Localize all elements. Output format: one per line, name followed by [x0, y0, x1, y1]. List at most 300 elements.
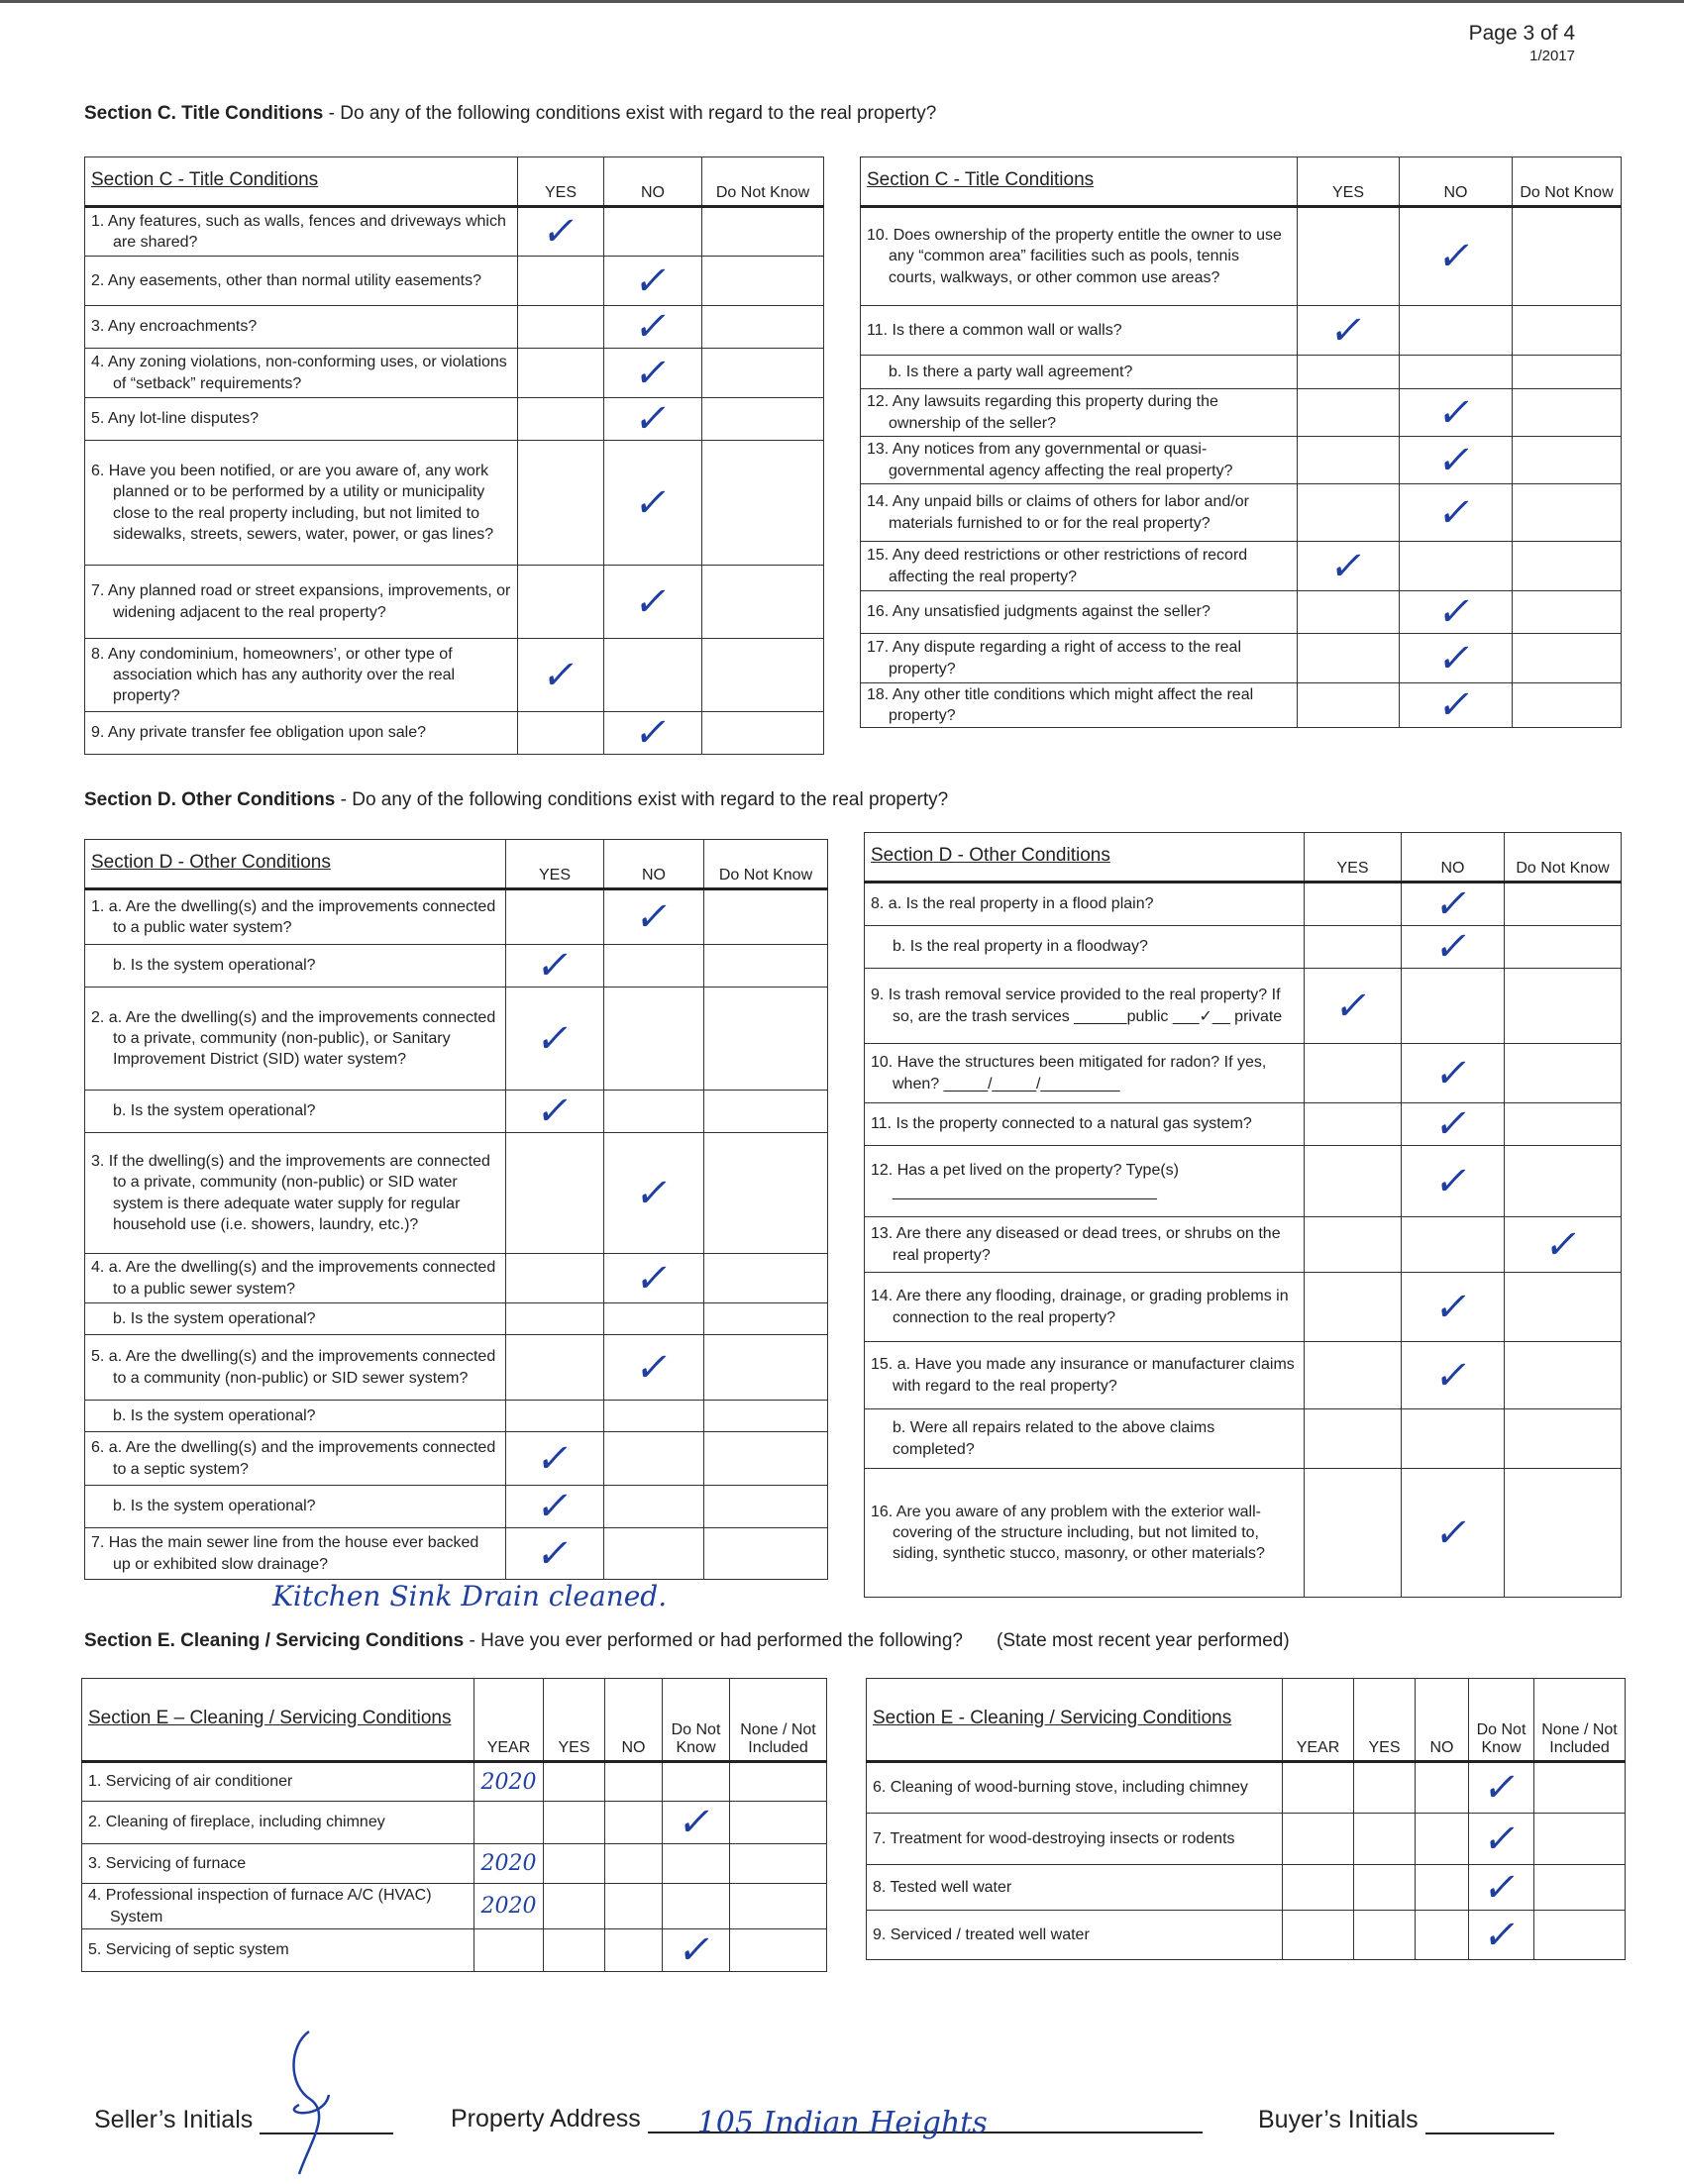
answer-cell-yes[interactable]: [1354, 1762, 1416, 1814]
answer-cell-none[interactable]: [1534, 1762, 1626, 1814]
answer-cell-dnk[interactable]: [702, 566, 824, 639]
answer-cell-yes[interactable]: [1305, 1342, 1402, 1409]
question-label: 8. a. Is the real property in a flood plain?: [871, 895, 1154, 913]
question-label: 1. a. Are the dwelling(s) and the improvements connected to a public water system?: [91, 897, 496, 936]
answer-cell-dnk[interactable]: [663, 1802, 730, 1844]
answer-cell-no[interactable]: [604, 1432, 704, 1486]
answer-cell-yes[interactable]: [1354, 1865, 1416, 1911]
answer-cell-none[interactable]: [730, 1929, 827, 1972]
question-text: [861, 207, 1298, 306]
answer-cell-yes[interactable]: [518, 257, 604, 306]
answer-cell-no[interactable]: [604, 398, 702, 441]
answer-cell-year[interactable]: [1283, 1762, 1354, 1814]
question-text: [82, 1802, 474, 1844]
section-d-table-right: [864, 832, 1622, 1598]
col-dnk: Do Not Know: [702, 157, 824, 207]
answer-cell-no[interactable]: [1402, 1409, 1505, 1469]
answer-cell-dnk[interactable]: [704, 1254, 828, 1303]
answer-cell-dnk[interactable]: [704, 1432, 828, 1486]
question-row: [85, 889, 828, 945]
question-text: [85, 1401, 506, 1432]
answer-cell-yes[interactable]: [1298, 683, 1400, 728]
property-address-value[interactable]: 105 Indian Heights: [648, 2106, 1203, 2133]
answer-cell-yes[interactable]: [506, 1486, 604, 1528]
answer-cell-yes[interactable]: [1354, 1814, 1416, 1865]
col-dnk: Do Not Know: [704, 840, 828, 889]
answer-cell-yes[interactable]: [518, 441, 604, 566]
check-mark-icon: ✓: [631, 258, 675, 304]
question-label: 10. Have the structures been mitigated for radon? If yes, when? _____/_____/_________: [871, 1054, 1267, 1092]
answer-cell-yes[interactable]: [1305, 1273, 1402, 1342]
answer-cell-none[interactable]: [730, 1844, 827, 1884]
table-title: Section C - Title Conditions: [861, 157, 1298, 207]
question-label: 4. Any zoning violations, non-conforming uses, or violations of “setback” requirements?: [91, 354, 507, 392]
question-row: [861, 683, 1622, 728]
answer-cell-dnk[interactable]: [1505, 1044, 1622, 1103]
answer-cell-no[interactable]: [1400, 207, 1513, 306]
question-label: 9. Serviced / treated well water: [873, 1925, 1090, 1943]
answer-cell-no[interactable]: [604, 1303, 704, 1335]
check-mark-icon: ✓: [631, 304, 675, 350]
question-text: [85, 639, 518, 712]
question-label: 3. If the dwelling(s) and the improvements are connected to a private, community (non-public) or SID water system is there adequate water supply for regular household use (i.e. showers, laundry, etc.)?: [91, 1153, 490, 1233]
answer-cell-dnk[interactable]: [1469, 1762, 1534, 1814]
question-label: 18. Any other title conditions which might affect the real property?: [867, 686, 1254, 725]
question-row: [861, 207, 1622, 306]
check-mark-icon: ✓: [1430, 1352, 1475, 1399]
question-text: [867, 1865, 1283, 1911]
check-mark-icon: ✓: [533, 1435, 577, 1482]
question-row: [85, 945, 828, 988]
answer-cell-yes[interactable]: [1305, 926, 1402, 969]
answer-cell-yes[interactable]: [1305, 969, 1402, 1044]
question-row: [82, 1802, 827, 1844]
answer-cell-dnk[interactable]: [1505, 1342, 1622, 1409]
answer-cell-no[interactable]: [605, 1884, 663, 1929]
answer-cell-dnk[interactable]: [704, 1528, 828, 1580]
col-no: NO: [605, 1679, 663, 1762]
col-dnk: Do Not Know: [1505, 833, 1622, 883]
answer-cell-dnk[interactable]: [1505, 969, 1622, 1044]
answer-cell-no[interactable]: [1402, 1103, 1505, 1146]
question-text: [85, 566, 518, 639]
question-row: [861, 484, 1622, 542]
answer-cell-dnk[interactable]: [1513, 437, 1622, 484]
answer-cell-yes[interactable]: [1298, 591, 1400, 634]
answer-cell-no[interactable]: [1402, 1342, 1505, 1409]
question-text: [865, 1273, 1305, 1342]
answer-cell-no[interactable]: [604, 988, 704, 1091]
answer-cell-dnk[interactable]: [1505, 926, 1622, 969]
question-label: b. Is the system operational?: [113, 1309, 316, 1327]
answer-cell-dnk[interactable]: [1505, 1469, 1622, 1598]
answer-cell-dnk[interactable]: [663, 1929, 730, 1972]
answer-cell-yes[interactable]: [1298, 542, 1400, 591]
answer-cell-no[interactable]: [1416, 1865, 1469, 1911]
check-mark-icon: ✓: [631, 710, 675, 756]
answer-cell-dnk[interactable]: [1505, 1273, 1622, 1342]
check-mark-icon: ✓: [632, 1255, 676, 1301]
col-dnk: Do Not Know: [1513, 157, 1622, 207]
answer-cell-yes[interactable]: [1305, 1103, 1402, 1146]
answer-cell-no[interactable]: [604, 441, 702, 566]
question-label: 16. Are you aware of any problem with the exterior wall-covering of the structure including, but not limited to, siding, synthetic stucco, masonry, or other materials?: [871, 1503, 1265, 1563]
check-mark-icon: ✓: [1433, 635, 1478, 681]
answer-cell-dnk[interactable]: [1513, 591, 1622, 634]
answer-cell-yes[interactable]: [506, 1254, 604, 1303]
col-yes: YES: [544, 1679, 605, 1762]
question-label: 5. a. Are the dwelling(s) and the improvements connected to a community (non-public) or SID sewer system?: [91, 1348, 496, 1387]
answer-cell-dnk[interactable]: [704, 1486, 828, 1528]
question-text: [865, 1469, 1305, 1598]
question-text: [85, 1254, 506, 1303]
answer-cell-dnk[interactable]: [702, 398, 824, 441]
answer-cell-yes[interactable]: [544, 1844, 605, 1884]
question-text: [85, 1091, 506, 1133]
check-mark-icon: ✓: [632, 1170, 676, 1216]
answer-cell-dnk[interactable]: [1513, 389, 1622, 437]
answer-cell-yes[interactable]: [518, 639, 604, 712]
col-yes: YES: [1298, 157, 1400, 207]
answer-cell-dnk[interactable]: [702, 712, 824, 755]
answer-cell-no[interactable]: [1402, 1146, 1505, 1217]
answer-cell-year[interactable]: [1283, 1911, 1354, 1960]
answer-cell-no[interactable]: [1402, 1044, 1505, 1103]
buyer-initials-field[interactable]: [1425, 2105, 1554, 2134]
table-title: Section D - Other Conditions: [85, 840, 506, 889]
answer-cell-dnk[interactable]: [704, 988, 828, 1091]
answer-cell-dnk[interactable]: [663, 1844, 730, 1884]
col-dnk: Do Not Know: [1469, 1679, 1534, 1762]
answer-cell-no[interactable]: [604, 712, 702, 755]
answer-cell-yes[interactable]: [1298, 484, 1400, 542]
answer-cell-yes[interactable]: [1298, 306, 1400, 356]
answer-cell-dnk[interactable]: [1505, 1103, 1622, 1146]
answer-cell-no[interactable]: [604, 257, 702, 306]
answer-cell-dnk[interactable]: [1513, 306, 1622, 356]
answer-cell-dnk[interactable]: [1505, 1146, 1622, 1217]
answer-cell-dnk[interactable]: [704, 1091, 828, 1133]
answer-cell-no[interactable]: [604, 306, 702, 349]
answer-cell-no[interactable]: [604, 1486, 704, 1528]
check-mark-icon: ✓: [1433, 234, 1478, 279]
col-no: NO: [1400, 157, 1513, 207]
answer-cell-dnk[interactable]: [1513, 356, 1622, 389]
answer-cell-dnk[interactable]: [702, 207, 824, 257]
answer-cell-no[interactable]: [1416, 1911, 1469, 1960]
answer-cell-yes[interactable]: [1305, 1469, 1402, 1598]
answer-cell-no[interactable]: [1400, 389, 1513, 437]
answer-cell-no[interactable]: [604, 1528, 704, 1580]
answer-cell-yes[interactable]: [506, 1432, 604, 1486]
question-label: 8. Tested well water: [873, 1878, 1012, 1896]
question-label: 8. Any condominium, homeowners’, or other type of association which has any authority over the real property?: [91, 645, 456, 705]
answer-cell-yes[interactable]: [506, 889, 604, 945]
answer-cell-yes[interactable]: [544, 1762, 605, 1802]
answer-cell-yes[interactable]: [1305, 883, 1402, 926]
answer-cell-dnk[interactable]: [1469, 1814, 1534, 1865]
answer-cell-dnk[interactable]: [1505, 1217, 1622, 1273]
answer-cell-no[interactable]: [1416, 1814, 1469, 1865]
answer-cell-year[interactable]: [474, 1844, 544, 1884]
answer-cell-no[interactable]: [605, 1844, 663, 1884]
answer-cell-no[interactable]: [1402, 1217, 1505, 1273]
answer-cell-no[interactable]: [604, 639, 702, 712]
question-row: [867, 1865, 1626, 1911]
answer-cell-yes[interactable]: [1305, 1044, 1402, 1103]
question-row: [85, 1528, 828, 1580]
question-label: b. Is the system operational?: [113, 1102, 316, 1120]
answer-cell-yes[interactable]: [1298, 207, 1400, 306]
answer-cell-yes[interactable]: [518, 712, 604, 755]
question-text: [867, 1814, 1283, 1865]
question-text: [865, 926, 1305, 969]
col-no: NO: [1416, 1679, 1469, 1762]
question-row: [85, 1091, 828, 1133]
question-row: [861, 634, 1622, 683]
answer-cell-yes[interactable]: [544, 1884, 605, 1929]
answer-cell-no[interactable]: [605, 1802, 663, 1844]
answer-cell-no[interactable]: [1402, 926, 1505, 969]
question-text: [85, 1432, 506, 1486]
answer-cell-dnk[interactable]: [702, 639, 824, 712]
page-number: Page 3 of 4 1/2017: [1468, 22, 1575, 65]
answer-cell-none[interactable]: [1534, 1814, 1626, 1865]
answer-cell-none[interactable]: [1534, 1911, 1626, 1960]
answer-cell-dnk[interactable]: [704, 1401, 828, 1432]
check-mark-icon: ✓: [674, 1927, 718, 1973]
answer-cell-no[interactable]: [1400, 683, 1513, 728]
top-border-line: [0, 0, 1684, 3]
answer-cell-dnk[interactable]: [704, 1303, 828, 1335]
question-row: [85, 1432, 828, 1486]
question-row: [82, 1884, 827, 1929]
question-row: [867, 1762, 1626, 1814]
answer-cell-no[interactable]: [1402, 1469, 1505, 1598]
answer-cell-yes[interactable]: [1298, 389, 1400, 437]
answer-cell-dnk[interactable]: [1505, 883, 1622, 926]
answer-cell-no[interactable]: [604, 1091, 704, 1133]
answer-cell-yes[interactable]: [518, 566, 604, 639]
answer-cell-dnk[interactable]: [702, 306, 824, 349]
answer-cell-yes[interactable]: [506, 945, 604, 988]
seller-signature-mark: [269, 2026, 349, 2184]
answer-cell-dnk[interactable]: [1513, 542, 1622, 591]
answer-cell-dnk[interactable]: [1505, 1409, 1622, 1469]
answer-cell-no[interactable]: [604, 1401, 704, 1432]
answer-cell-none[interactable]: [1534, 1865, 1626, 1911]
answer-cell-dnk[interactable]: [704, 945, 828, 988]
answer-cell-none[interactable]: [730, 1884, 827, 1929]
answer-cell-yes[interactable]: [1354, 1911, 1416, 1960]
answer-cell-yes[interactable]: [544, 1929, 605, 1972]
question-text: [861, 591, 1298, 634]
answer-cell-no[interactable]: [1416, 1762, 1469, 1814]
answer-cell-no[interactable]: [1400, 306, 1513, 356]
answer-cell-dnk[interactable]: [1513, 484, 1622, 542]
year-value: 2020: [480, 1894, 537, 1919]
question-row: [85, 1486, 828, 1528]
answer-cell-yes[interactable]: [1305, 1409, 1402, 1469]
answer-cell-no[interactable]: [604, 889, 704, 945]
question-row: [85, 639, 824, 712]
answer-cell-yes[interactable]: [506, 1335, 604, 1401]
answer-cell-yes[interactable]: [518, 398, 604, 441]
question-row: [85, 566, 824, 639]
question-row: [861, 437, 1622, 484]
answer-cell-yes[interactable]: [506, 1303, 604, 1335]
question-row: [85, 257, 824, 306]
answer-cell-dnk[interactable]: [1469, 1865, 1534, 1911]
check-mark-icon: ✓: [1540, 1221, 1585, 1268]
check-mark-icon: ✓: [1430, 1509, 1475, 1556]
question-row: [82, 1762, 827, 1802]
answer-cell-yes[interactable]: [506, 988, 604, 1091]
check-mark-icon: ✓: [539, 652, 582, 698]
check-mark-icon: ✓: [1433, 682, 1478, 729]
answer-cell-year[interactable]: [474, 1929, 544, 1972]
answer-cell-year[interactable]: [1283, 1865, 1354, 1911]
col-none: None / Not Included: [730, 1679, 827, 1762]
check-mark-icon: ✓: [1479, 1912, 1524, 1958]
answer-cell-year[interactable]: [474, 1884, 544, 1929]
question-label: 6. Have you been notified, or are you aware of, any work planned or to be performed by a utility or municipality close to the real property including, but not limited to sidewalks, streets, sewers, water, power, or gas lines?: [91, 463, 494, 543]
answer-cell-no[interactable]: [604, 1254, 704, 1303]
answer-cell-yes[interactable]: [1305, 1217, 1402, 1273]
question-row: [85, 441, 824, 566]
question-text: [861, 437, 1298, 484]
question-label: b. Is the real property in a floodway?: [893, 938, 1148, 956]
question-row: [865, 883, 1622, 926]
answer-cell-no[interactable]: [1400, 634, 1513, 683]
answer-cell-dnk[interactable]: [1513, 683, 1622, 728]
col-no: NO: [604, 157, 702, 207]
answer-cell-no[interactable]: [1402, 969, 1505, 1044]
answer-cell-dnk[interactable]: [663, 1884, 730, 1929]
check-mark-icon: ✓: [1433, 437, 1478, 483]
revision-date: 1/2017: [1529, 48, 1575, 65]
answer-cell-yes[interactable]: [506, 1133, 604, 1254]
question-label: 16. Any unsatisfied judgments against the seller?: [867, 603, 1210, 621]
answer-cell-dnk[interactable]: [663, 1762, 730, 1802]
answer-cell-dnk[interactable]: [1513, 634, 1622, 683]
question-label: 4. a. Are the dwelling(s) and the improvements connected to a public sewer system?: [91, 1259, 496, 1298]
question-row: [85, 1303, 828, 1335]
col-yes: YES: [518, 157, 604, 207]
question-label: 13. Any notices from any governmental or quasi-governmental agency affecting the real property?: [867, 441, 1233, 479]
answer-cell-yes[interactable]: [1298, 437, 1400, 484]
answer-cell-year[interactable]: [474, 1802, 544, 1844]
year-value: 2020: [480, 1769, 537, 1795]
question-row: [865, 1044, 1622, 1103]
question-text: [865, 1409, 1305, 1469]
answer-cell-yes[interactable]: [1298, 356, 1400, 389]
answer-cell-dnk[interactable]: [704, 1133, 828, 1254]
question-text: [85, 988, 506, 1091]
answer-cell-no[interactable]: [1400, 591, 1513, 634]
answer-cell-yes[interactable]: [506, 1528, 604, 1580]
answer-cell-no[interactable]: [604, 945, 704, 988]
check-mark-icon: ✓: [674, 1800, 718, 1845]
answer-cell-no[interactable]: [1402, 1273, 1505, 1342]
answer-cell-yes[interactable]: [518, 349, 604, 398]
answer-cell-no[interactable]: [604, 207, 702, 257]
answer-cell-yes[interactable]: [506, 1401, 604, 1432]
table-title: Section D - Other Conditions: [865, 833, 1305, 883]
question-text: [861, 306, 1298, 356]
question-text: [85, 1133, 506, 1254]
section-e-year-note: (State most recent year performed): [997, 1630, 1290, 1651]
col-no: NO: [604, 840, 704, 889]
answer-cell-yes[interactable]: [544, 1802, 605, 1844]
question-row: [85, 712, 824, 755]
answer-cell-no[interactable]: [604, 1133, 704, 1254]
answer-cell-no[interactable]: [1400, 484, 1513, 542]
answer-cell-no[interactable]: [604, 1335, 704, 1401]
answer-cell-no[interactable]: [605, 1929, 663, 1972]
answer-cell-yes[interactable]: [1298, 634, 1400, 683]
answer-cell-no[interactable]: [1400, 356, 1513, 389]
answer-cell-none[interactable]: [730, 1762, 827, 1802]
question-label: 7. Any planned road or street expansions, improvements, or widening adjacent to the real property?: [91, 582, 511, 621]
question-row: [861, 306, 1622, 356]
check-mark-icon: ✓: [1430, 1284, 1475, 1330]
question-text: [867, 1762, 1283, 1814]
col-dnk: Do Not Know: [663, 1679, 730, 1762]
question-text: [82, 1762, 474, 1802]
answer-cell-dnk[interactable]: [702, 441, 824, 566]
answer-cell-dnk[interactable]: [702, 349, 824, 398]
question-text: [865, 1044, 1305, 1103]
answer-cell-yes[interactable]: [1305, 1146, 1402, 1217]
answer-cell-no[interactable]: [604, 349, 702, 398]
answer-cell-none[interactable]: [730, 1802, 827, 1844]
question-label: 2. a. Are the dwelling(s) and the improvements connected to a private, community (non-public), or Sanitary Improvement District (SID) water system?: [91, 1008, 496, 1069]
question-row: [861, 356, 1622, 389]
question-label: 3. Any encroachments?: [91, 318, 258, 336]
answer-cell-yes[interactable]: [518, 207, 604, 257]
question-row: [865, 1469, 1622, 1598]
answer-cell-dnk[interactable]: [704, 889, 828, 945]
answer-cell-no[interactable]: [1400, 542, 1513, 591]
answer-cell-dnk[interactable]: [704, 1335, 828, 1401]
question-text: [861, 389, 1298, 437]
answer-cell-no[interactable]: [1400, 437, 1513, 484]
question-text: [85, 945, 506, 988]
answer-cell-dnk[interactable]: [1513, 207, 1622, 306]
answer-cell-no[interactable]: [1402, 883, 1505, 926]
question-label: 6. Cleaning of wood-burning stove, including chimney: [873, 1779, 1248, 1797]
answer-cell-yes[interactable]: [518, 306, 604, 349]
answer-cell-dnk[interactable]: [702, 257, 824, 306]
check-mark-icon: ✓: [1433, 489, 1478, 536]
section-c-table-left: [84, 156, 824, 755]
answer-cell-yes[interactable]: [506, 1091, 604, 1133]
answer-cell-year[interactable]: [474, 1762, 544, 1802]
answer-cell-dnk[interactable]: [1469, 1911, 1534, 1960]
question-text: [865, 883, 1305, 926]
question-label: 1. Any features, such as walls, fences and driveways which are shared?: [91, 212, 506, 251]
check-mark-icon: ✓: [632, 1344, 676, 1391]
question-label: 1. Servicing of air conditioner: [88, 1773, 293, 1791]
answer-cell-no[interactable]: [605, 1762, 663, 1802]
check-mark-icon: ✓: [1479, 1816, 1524, 1862]
question-row: [865, 1146, 1622, 1217]
question-text: [85, 712, 518, 755]
answer-cell-year[interactable]: [1283, 1814, 1354, 1865]
answer-cell-no[interactable]: [604, 566, 702, 639]
col-none: None / Not Included: [1534, 1679, 1626, 1762]
